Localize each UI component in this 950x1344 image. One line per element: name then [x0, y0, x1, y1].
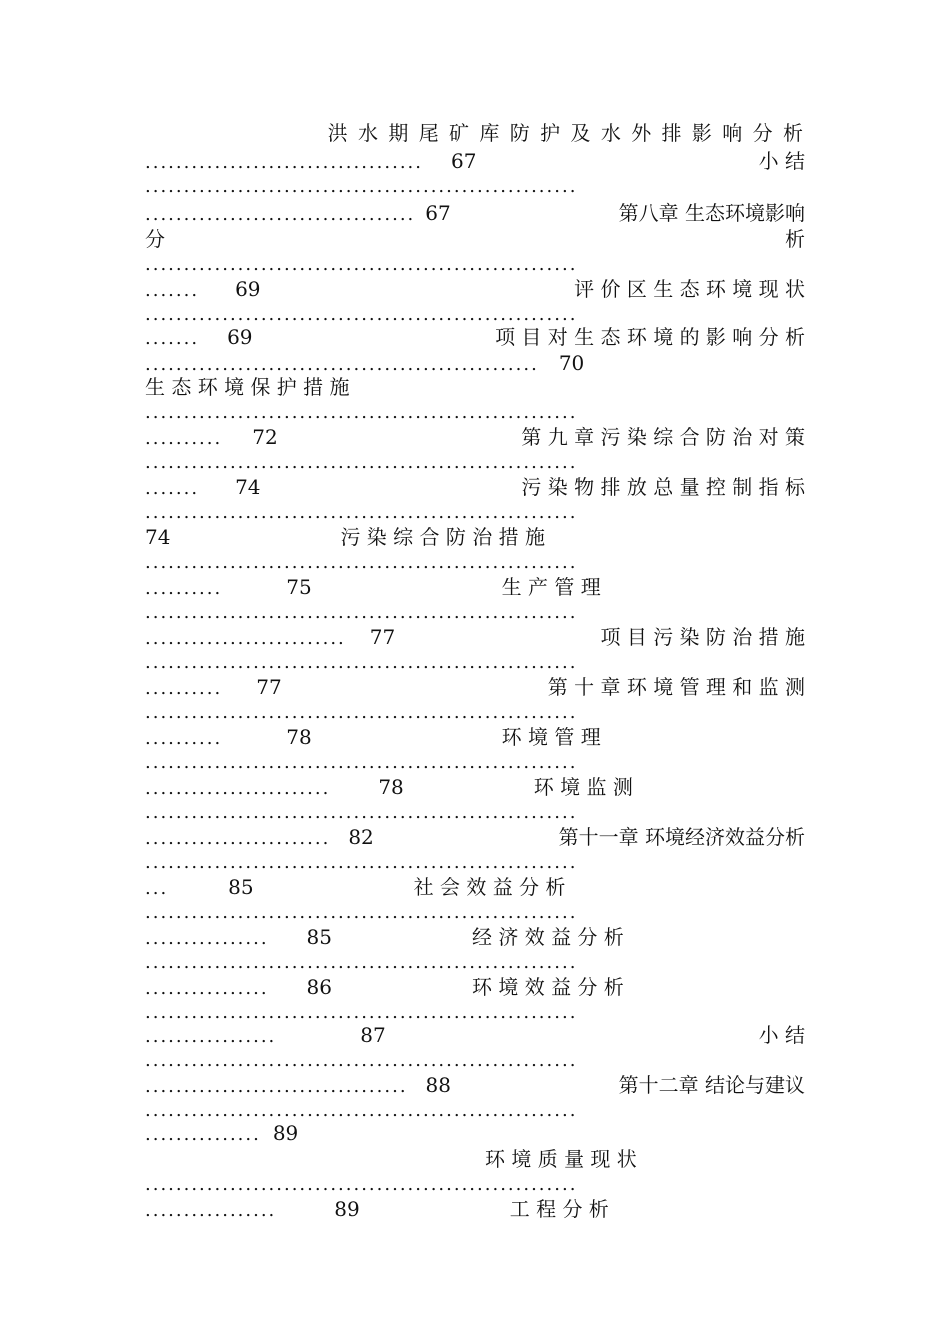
leader-dots: ...................................: [145, 204, 416, 225]
page-number: 78: [378, 775, 404, 799]
toc-line: [145, 824, 805, 850]
leader-dots: .......: [145, 478, 200, 499]
toc-line: [145, 324, 805, 350]
page-number: 69: [235, 277, 261, 301]
page-number: 69: [227, 325, 253, 349]
toc-line: [145, 650, 805, 676]
toc-entry-title: 项 目 污 染 防 治 措 施: [600, 625, 805, 649]
page-number: 77: [256, 675, 282, 699]
leader-dots: ..........: [145, 678, 223, 699]
leader-dots: ........................................................: [145, 502, 578, 523]
leader-dots: ........................................................: [145, 802, 578, 823]
page-number: 78: [286, 725, 312, 749]
toc-line: [145, 1072, 805, 1098]
toc-line: [145, 120, 805, 146]
leader-dots: ........................................................: [145, 752, 578, 773]
toc-chapter-title: 第十一章 环境经济效益分析: [558, 825, 805, 849]
toc-line: [145, 350, 805, 376]
toc-line: [145, 226, 805, 252]
toc-entry-title: 生 产 管 理: [501, 575, 601, 599]
page-number: 74: [145, 525, 171, 549]
toc-line: [145, 148, 805, 174]
toc-line: [145, 900, 805, 926]
toc-entry-title: 环 境 质 量 现 状: [485, 1147, 637, 1171]
leader-dots: ...: [145, 878, 169, 899]
toc-line: [145, 674, 805, 700]
toc-entry-title-end: 析: [785, 227, 805, 251]
toc-line: [145, 974, 805, 1000]
leader-dots: ........................................................: [145, 176, 578, 197]
toc-entry-title: 小 结: [758, 1023, 805, 1047]
toc-line: [145, 774, 805, 800]
toc-line: [145, 624, 805, 650]
toc-line: [145, 724, 805, 750]
toc-line: [145, 1022, 805, 1048]
leader-dots: ........................................................: [145, 602, 578, 623]
page-number: 74: [235, 475, 261, 499]
leader-dots: .......: [145, 328, 200, 349]
page-number: 86: [306, 975, 332, 999]
leader-dots: ........................................................: [145, 552, 578, 573]
toc-chapter-title: 第八章 生态环境影响: [618, 201, 805, 225]
leader-dots: ....................................: [145, 152, 423, 173]
toc-line: [145, 1146, 805, 1172]
leader-dots: ........................................................: [145, 1050, 578, 1071]
toc-line: [145, 252, 805, 278]
toc-line: [145, 474, 805, 500]
leader-dots: ..........................: [145, 628, 346, 649]
page-number: 72: [252, 425, 278, 449]
leader-dots: ...............: [145, 1124, 261, 1145]
toc-entry-title: 环 境 效 益 分 析: [472, 975, 624, 999]
toc-line: [145, 374, 805, 400]
toc-line: [145, 500, 805, 526]
page-number: 77: [369, 625, 396, 649]
toc-line: [145, 200, 805, 226]
toc-entry-title: 评 价 区 生 态 环 境 现 状: [574, 277, 805, 301]
toc-entry-title: 洪 水 期 尾 矿 库 防 护 及 水 外 排 影 响 分 析: [327, 121, 805, 145]
leader-dots: ................: [145, 928, 269, 949]
page-number: 89: [334, 1197, 360, 1221]
toc-line: [145, 750, 805, 776]
leader-dots: ........................................................: [145, 902, 578, 923]
leader-dots: ........................................................: [145, 452, 578, 473]
toc-chapter-title: 第十二章 结论与建议: [618, 1073, 805, 1097]
page-number: 82: [348, 825, 374, 849]
leader-dots: ........................: [145, 778, 331, 799]
leader-dots: ........................................................: [145, 304, 578, 325]
toc-entry-title: 污 染 物 排 放 总 量 控 制 指 标: [521, 475, 805, 499]
toc-chapter-title: 第 十 章 环 境 管 理 和 监 测: [547, 675, 805, 699]
toc-line: [145, 424, 805, 450]
leader-dots: ........................................................: [145, 402, 578, 423]
page-number: 70: [558, 351, 585, 375]
leader-dots: .......: [145, 280, 200, 301]
leader-dots: ..........: [145, 428, 223, 449]
toc-line: [145, 1196, 805, 1222]
leader-dots: ........................................................: [145, 1002, 578, 1023]
toc-line: [145, 574, 805, 600]
toc-line: [145, 700, 805, 726]
toc-entry-title: 生 态 环 境 保 护 措 施: [145, 375, 350, 399]
toc-line: [145, 800, 805, 826]
toc-line: [145, 174, 805, 200]
toc-entry-title: 社 会 效 益 分 析: [413, 875, 566, 899]
toc-chapter-title: 第 九 章 污 染 综 合 防 治 对 策: [521, 425, 805, 449]
page-number: 75: [286, 575, 312, 599]
leader-dots: ........................................................: [145, 652, 578, 673]
page-number: 88: [425, 1073, 451, 1097]
page-number: 89: [272, 1121, 299, 1145]
leader-dots: ........................................................: [145, 852, 578, 873]
toc-line: [145, 400, 805, 426]
page-number: 85: [228, 875, 254, 899]
toc-entry-title: 小 结: [758, 149, 805, 173]
toc-entry-title: 项 目 对 生 态 环 境 的 影 响 分 析: [495, 325, 805, 349]
page-number: 67: [450, 149, 477, 173]
toc-line: [145, 1048, 805, 1074]
page-number: 85: [306, 925, 332, 949]
toc-line: [145, 950, 805, 976]
toc-line: [145, 924, 805, 950]
leader-dots: ..................................: [145, 1076, 408, 1097]
leader-dots: ........................................................: [145, 702, 578, 723]
toc-line: [145, 1172, 805, 1198]
toc-line: [145, 874, 805, 900]
leader-dots: ..........: [145, 578, 223, 599]
toc-line: [145, 850, 805, 876]
leader-dots: ........................: [145, 828, 331, 849]
leader-dots: ................: [145, 978, 269, 999]
leader-dots: ........................................................: [145, 1100, 578, 1121]
toc-entry-title: 环 境 监 测: [533, 775, 633, 799]
leader-dots: ...................................................: [145, 354, 539, 375]
leader-dots: .................: [145, 1026, 277, 1047]
toc-line: [145, 550, 805, 576]
leader-dots: ........................................................: [145, 254, 578, 275]
toc-line: [145, 1120, 805, 1146]
leader-dots: ........................................................: [145, 1174, 578, 1195]
toc-line: [145, 450, 805, 476]
toc-entry-title: 污 染 综 合 防 治 措 施: [340, 525, 545, 549]
page-number: 87: [360, 1023, 386, 1047]
leader-dots: ..........: [145, 728, 223, 749]
leader-dots: .................: [145, 1200, 277, 1221]
toc-entry-title: 环 境 管 理: [501, 725, 601, 749]
page-number: 67: [425, 201, 451, 225]
toc-entry-title: 经 济 效 益 分 析: [472, 925, 624, 949]
toc-entry-title-start: 分: [145, 227, 165, 251]
toc-entry-title: 工 程 分 析: [509, 1197, 609, 1221]
toc-line: [145, 600, 805, 626]
toc-line: [145, 276, 805, 302]
toc-line: [145, 524, 805, 550]
leader-dots: ........................................................: [145, 952, 578, 973]
